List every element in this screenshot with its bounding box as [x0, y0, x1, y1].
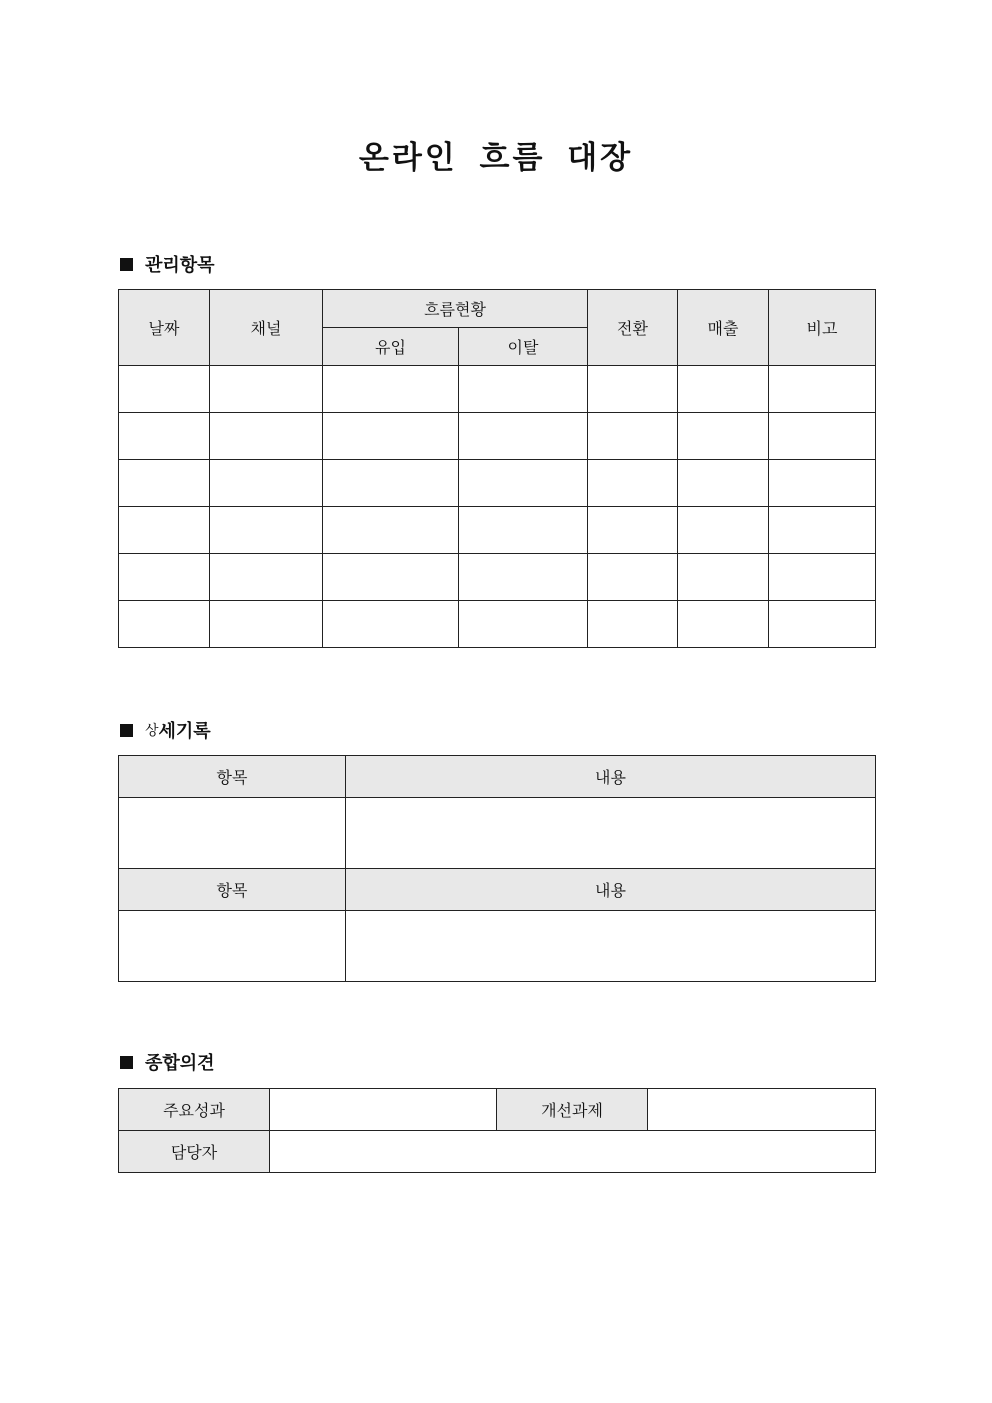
cell-churn[interactable] [459, 601, 588, 648]
cell-sales[interactable] [678, 460, 769, 507]
management-table [118, 289, 876, 648]
field-manager[interactable] [270, 1131, 876, 1173]
header-content: 내용 [346, 869, 876, 911]
table-row [119, 507, 876, 554]
header-churn: 이탈 [459, 328, 588, 366]
header-channel: 채널 [210, 290, 323, 366]
label-improvement-tasks: 개선과제 [497, 1089, 648, 1131]
table-row [119, 413, 876, 460]
detail-header-row [119, 756, 876, 798]
cell-inflow[interactable] [323, 601, 459, 648]
header-date: 날짜 [119, 290, 210, 366]
detail-header-row [119, 869, 876, 911]
field-key-results[interactable] [270, 1089, 497, 1131]
cell-date[interactable] [119, 601, 210, 648]
cell-note[interactable] [769, 601, 876, 648]
cell-note[interactable] [769, 507, 876, 554]
cell-date[interactable] [119, 460, 210, 507]
document-title: 온라인 흐름 대장 [358, 140, 634, 176]
header-sales: 매출 [678, 290, 769, 366]
square-bullet-icon [120, 1056, 133, 1069]
cell-churn[interactable] [459, 460, 588, 507]
section-heading-label: 종합의견 [145, 1053, 215, 1074]
cell-inflow[interactable] [323, 413, 459, 460]
header-inflow: 유입 [323, 328, 459, 366]
cell-conversion[interactable] [588, 601, 678, 648]
summary-table [118, 1088, 876, 1173]
table-row [119, 554, 876, 601]
cell-inflow[interactable] [323, 460, 459, 507]
cell-content[interactable] [346, 911, 876, 982]
header-note: 비고 [769, 290, 876, 366]
header-flow-status: 흐름현황 [323, 290, 588, 328]
cell-channel[interactable] [210, 554, 323, 601]
summary-row [119, 1089, 876, 1131]
summary-row [119, 1131, 876, 1173]
cell-conversion[interactable] [588, 507, 678, 554]
table-header-row [119, 290, 876, 328]
cell-sales[interactable] [678, 601, 769, 648]
cell-conversion[interactable] [588, 413, 678, 460]
header-conversion: 전환 [588, 290, 678, 366]
cell-date[interactable] [119, 366, 210, 413]
cell-churn[interactable] [459, 413, 588, 460]
section-heading-detail [120, 718, 211, 742]
header-content: 내용 [346, 756, 876, 798]
label-manager: 담당자 [119, 1131, 270, 1173]
cell-churn[interactable] [459, 554, 588, 601]
cell-conversion[interactable] [588, 460, 678, 507]
field-improvement-tasks[interactable] [648, 1089, 876, 1131]
table-row [119, 460, 876, 507]
header-item: 항목 [119, 756, 346, 798]
cell-item[interactable] [119, 798, 346, 869]
cell-item[interactable] [119, 911, 346, 982]
header-item: 항목 [119, 869, 346, 911]
cell-note[interactable] [769, 366, 876, 413]
cell-channel[interactable] [210, 507, 323, 554]
table-row [119, 366, 876, 413]
detail-body-row [119, 798, 876, 869]
cell-sales[interactable] [678, 507, 769, 554]
section-heading-summary [120, 1050, 215, 1074]
detail-table [118, 755, 876, 982]
square-bullet-icon [120, 258, 133, 271]
cell-inflow[interactable] [323, 366, 459, 413]
cell-date[interactable] [119, 507, 210, 554]
cell-content[interactable] [346, 798, 876, 869]
section-heading-management [120, 252, 215, 276]
cell-channel[interactable] [210, 413, 323, 460]
cell-date[interactable] [119, 413, 210, 460]
cell-sales[interactable] [678, 413, 769, 460]
cell-churn[interactable] [459, 366, 588, 413]
cell-note[interactable] [769, 413, 876, 460]
cell-inflow[interactable] [323, 554, 459, 601]
cell-date[interactable] [119, 554, 210, 601]
cell-sales[interactable] [678, 366, 769, 413]
detail-body-row [119, 911, 876, 982]
cell-channel[interactable] [210, 460, 323, 507]
cell-channel[interactable] [210, 601, 323, 648]
cell-conversion[interactable] [588, 366, 678, 413]
section-heading-prefix: 상 [145, 723, 159, 739]
square-bullet-icon [120, 724, 133, 737]
cell-note[interactable] [769, 460, 876, 507]
cell-channel[interactable] [210, 366, 323, 413]
cell-sales[interactable] [678, 554, 769, 601]
section-heading-label: 세기록 [158, 721, 211, 742]
table-row [119, 601, 876, 648]
section-heading-label: 관리항목 [145, 255, 215, 276]
cell-churn[interactable] [459, 507, 588, 554]
cell-inflow[interactable] [323, 507, 459, 554]
cell-note[interactable] [769, 554, 876, 601]
cell-conversion[interactable] [588, 554, 678, 601]
label-key-results: 주요성과 [119, 1089, 270, 1131]
